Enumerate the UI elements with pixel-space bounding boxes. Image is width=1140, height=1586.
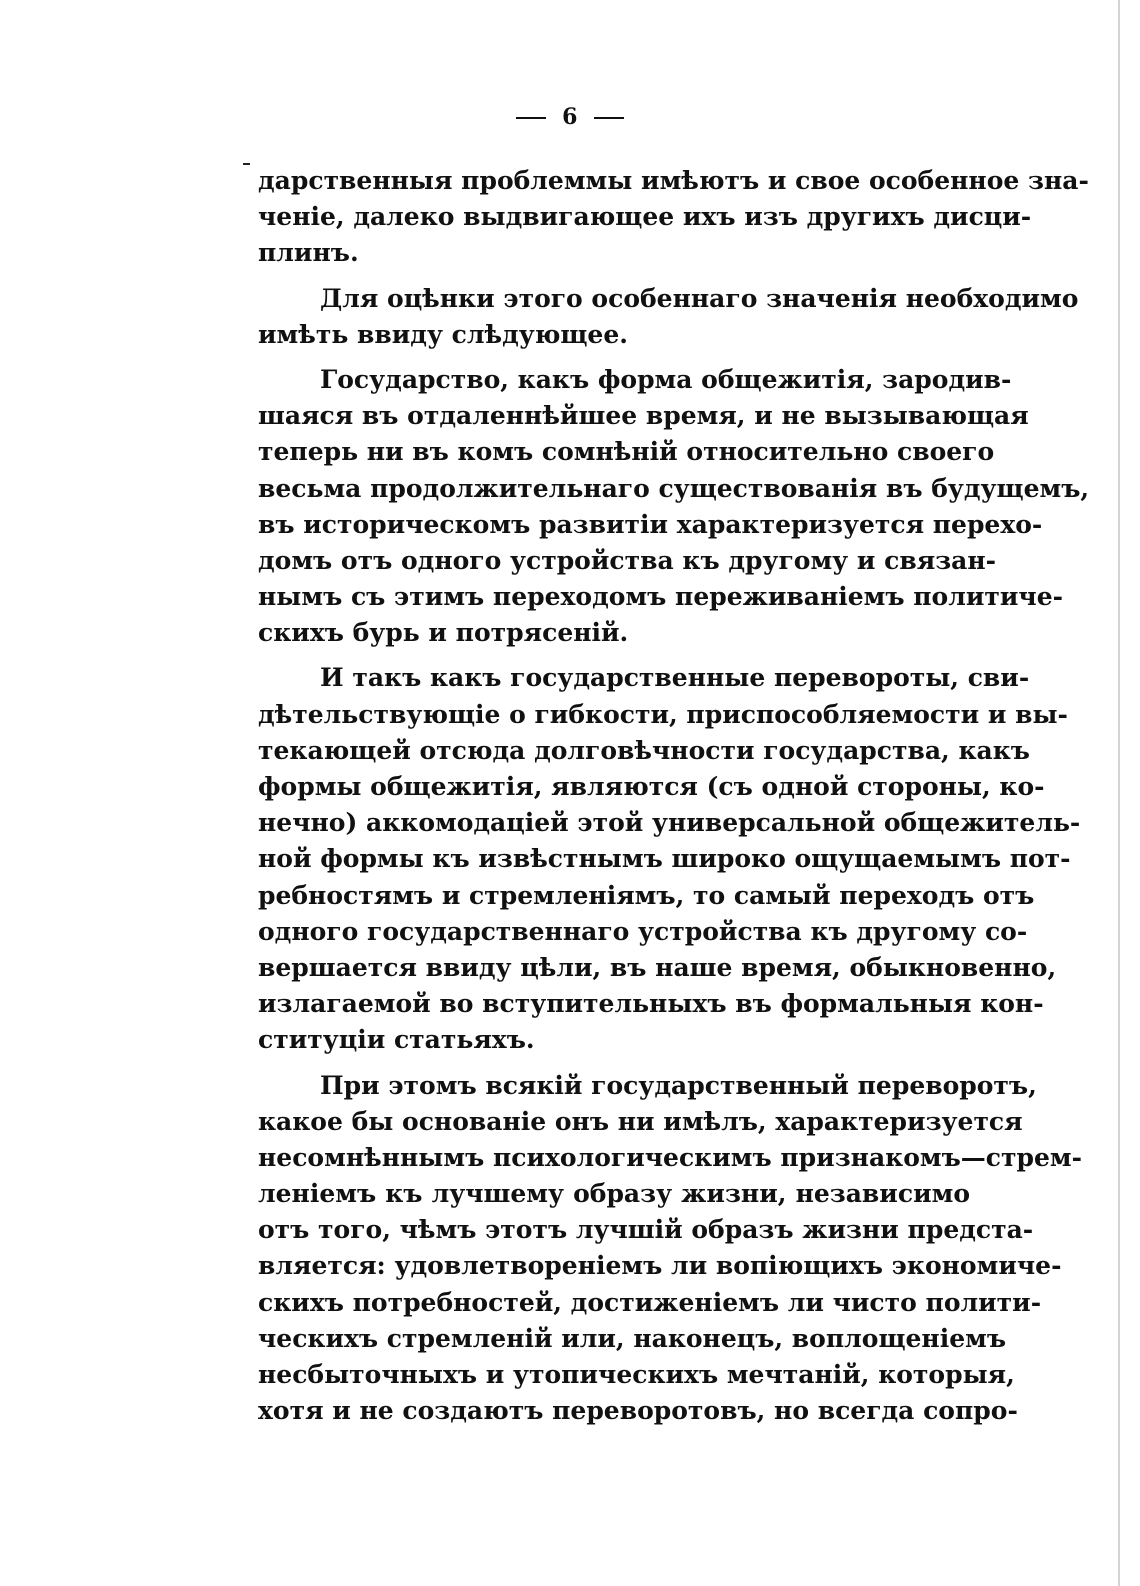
text-line: какое бы основаніе онъ ни имѣлъ, характеризуется bbox=[258, 1106, 1023, 1136]
text-line: весьма продолжительнаго существованія въ будущемъ, bbox=[258, 473, 1090, 503]
text-line: Государство, какъ форма общежитія, зародив- bbox=[320, 364, 1012, 394]
text-line: теперь ни въ комъ сомнѣній относительно своего bbox=[258, 437, 995, 467]
text-line: скихъ бурь и потрясеній. bbox=[258, 618, 629, 648]
text-line: дѣтельствующіе о гибкости, приспособляемости и вы- bbox=[258, 699, 1068, 729]
text-line: нечно) аккомодаціей этой универсальной общежитель- bbox=[258, 808, 1081, 838]
text-line: вляется: удовлетвореніемъ ли вопіющихъ экономиче- bbox=[258, 1251, 1062, 1281]
body-text bbox=[258, 163, 1090, 1429]
text-line: вершается ввиду цѣли, въ наше время, обыкновенно, bbox=[258, 952, 1057, 982]
text-line: отъ того, чѣмъ этотъ лучшій образъ жизни предста- bbox=[258, 1215, 1034, 1245]
text-line: ституціи статьяхъ. bbox=[258, 1025, 535, 1055]
text-line: И такъ какъ государственные перевороты, сви- bbox=[320, 663, 1030, 693]
text-line: текающей отсюда долговѣчности государства, какъ bbox=[258, 735, 1030, 765]
page-edge-shadow bbox=[1118, 0, 1120, 1586]
page-number-header bbox=[0, 104, 1140, 130]
text-line: шаяся въ отдаленнѣйшее время, и не вызывающая bbox=[258, 401, 1029, 431]
text-line: скихъ потребностей, достиженіемъ ли чисто полити- bbox=[258, 1287, 1042, 1317]
text-line: излагаемой во вступительныхъ въ формальныя кон- bbox=[258, 989, 1044, 1019]
text-line: домъ отъ одного устройства къ другому и связан- bbox=[258, 545, 997, 575]
text-line: леніемъ къ лучшему образу жизни, независимо bbox=[258, 1179, 970, 1209]
text-line: несбыточныхъ и утопическихъ мечтаній, которыя, bbox=[258, 1360, 1015, 1389]
text-line: ребностямъ и стремленіямъ, то самый переходъ отъ bbox=[258, 880, 1035, 910]
text-line: имѣть ввиду слѣдующее. bbox=[258, 319, 628, 349]
hyphen-mark bbox=[243, 163, 250, 165]
page-number: 6 bbox=[562, 104, 578, 130]
text-line: При этомъ всякій государственный переворотъ, bbox=[320, 1070, 1037, 1100]
header-dash-right bbox=[594, 117, 624, 119]
text-line: въ историческомъ развитіи характеризуется перехо- bbox=[258, 509, 1043, 539]
text-line: хотя и не создаютъ переворотовъ, но всегда сопро- bbox=[258, 1396, 1018, 1426]
text-line: несомнѣннымъ психологическимъ признакомъ—стрем- bbox=[258, 1142, 1082, 1172]
text-line: ченіе, далеко выдвигающее ихъ изъ другихъ дисци- bbox=[258, 202, 1032, 232]
header-dash-left bbox=[516, 117, 546, 119]
text-line: нымъ съ этимъ переходомъ переживаніемъ политиче- bbox=[258, 582, 1064, 612]
text-line: одного государственнаго устройства къ другому со- bbox=[258, 916, 1028, 946]
text-line: формы общежитія, являются (съ одной стороны, ко- bbox=[258, 772, 1045, 801]
text-line: дарственныя проблеммы имѣютъ и свое особенное зна- bbox=[258, 166, 1089, 195]
text-line: плинъ. bbox=[258, 238, 359, 268]
text-line: Для оцѣнки этого особеннаго значенія необходимо bbox=[320, 283, 1079, 313]
text-line: ной формы къ извѣстнымъ широко ощущаемымъ пот- bbox=[258, 844, 1071, 874]
text-line: ческихъ стремленій или, наконецъ, воплощеніемъ bbox=[258, 1323, 1006, 1353]
